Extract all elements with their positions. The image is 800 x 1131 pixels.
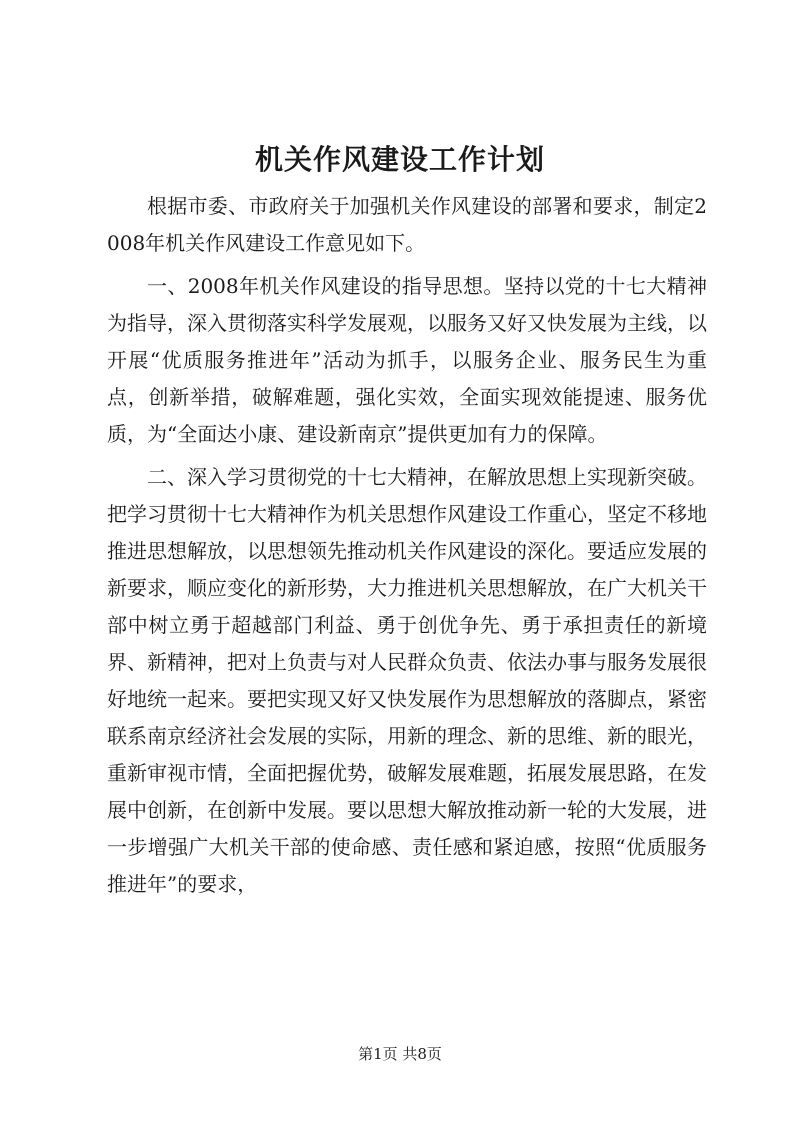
paragraph-guiding-thought: 一、2008年机关作风建设的指导思想。坚持以党的十七大精神为指导，深入贯彻落实科学发展观，以服务又好又快发展为主线，以开展“优质服务推进年”活动为抓手，以服务企业、服务民生为重点，创新举措，破解难题，强化实效，全面实现效能提速、服务优质，为“全面达小康、建设新南京”提供更加有力的保障。 bbox=[107, 274, 707, 446]
page-footer: 第1页 共8页 bbox=[358, 1045, 442, 1063]
document-title: 机关作风建设工作计划 bbox=[254, 143, 545, 176]
paragraph-study-spirit: 二、深入学习贯彻党的十七大精神，在解放思想上实现新突破。把学习贯彻十七大精神作为机关思想作风建设工作重心，坚定不移地推进思想解放，以思想领先推动机关作风建设的深化。要适应发展的新要求，顺应变化的新形势，大力推进机关思想解放，在广大机关干部中树立勇于超越部门利益、勇于创优争先、勇于承担责任的新境界、新精神，把对上负责与对人民群众负责、依法办事与服务发展很好地统一起来。要把实现又好又快发展作为思想解放的落脚点，紧密联系南京经济社会发展的实际，用新的理念、新的思维、新的眼光，重新审视市情，全面把握优势，破解发展难题，拓展发展思路，在发展中创新，在创新中发展。要以思想大解放推动新一轮的大发展，进一步增强广大机关干部的使命感、责任感和紧迫感，按照“优质服务推进年”的要求， bbox=[107, 465, 707, 896]
document-body bbox=[107, 188, 707, 909]
paragraph-intro: 根据市委、市政府关于加强机关作风建设的部署和要求，制定2008年机关作风建设工作意见如下。 bbox=[107, 194, 707, 255]
